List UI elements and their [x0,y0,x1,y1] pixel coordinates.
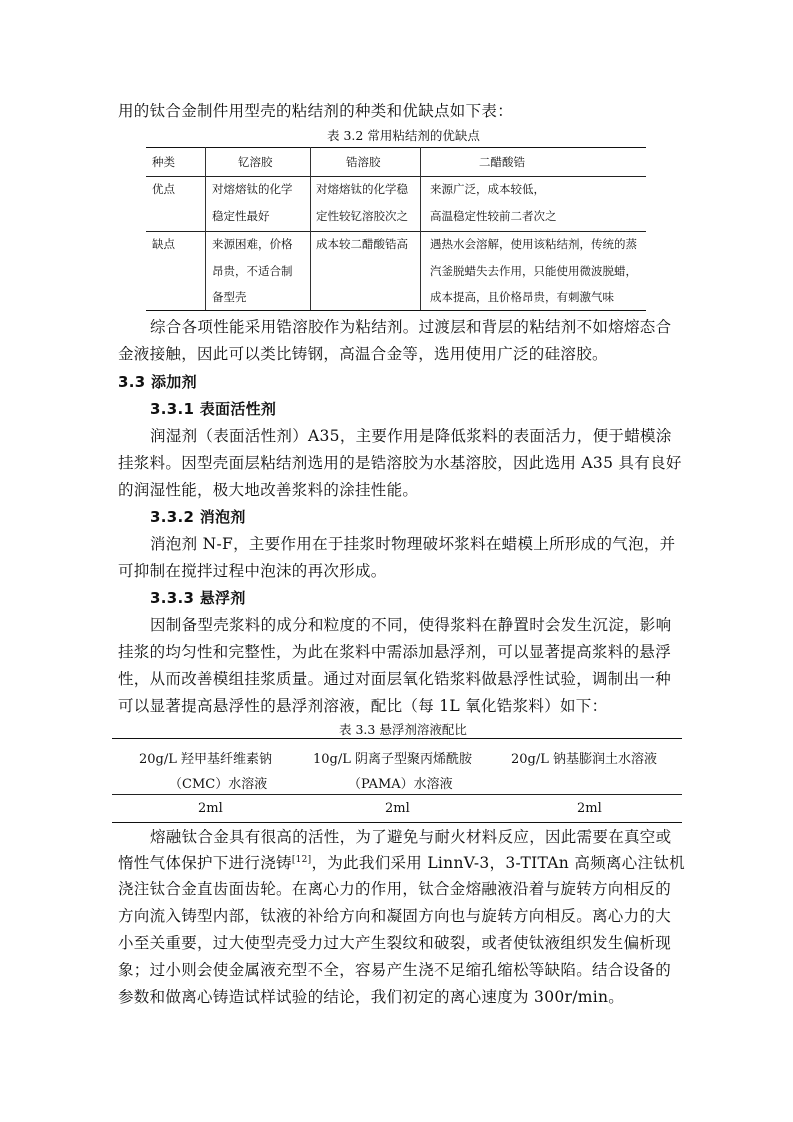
table-header-cell: 二醋酸锆 [479,155,525,169]
table-3-3-caption: 表 3.3 悬浮剂溶液配比 [339,722,467,737]
subsection-heading: 3.3.2 消泡剂 [150,508,246,526]
table-value-cell: 2ml [198,801,223,816]
table-cell-line: 来源困难，价格 [212,237,293,251]
subsection-heading: 3.3.3 悬浮剂 [150,589,246,607]
table-cell-line: 稳定性最好 [212,209,270,223]
table-col-divider [420,147,421,310]
table-header-line: （PAMA）水溶液 [348,777,453,792]
paragraph-line: 金液接触，因此可以类比铸钢，高温合金等，选用使用广泛的硅溶胶。 [118,345,608,363]
table-col-divider [310,147,311,310]
paragraph-line: 润湿剂（表面活性剂）A35，主要作用是降低浆料的表面活力，便于蜡模涂 [150,427,672,445]
table-header-line: （CMC）水溶液 [169,777,268,792]
table-cell-line: 汽釜脱蜡失去作用，只能使用微波脱蜡， [430,264,637,278]
paragraph-text: 惰性气体保护下进行浇铸 [118,854,292,872]
paragraph-line: 因制备型壳浆料的成分和粒度的不同，使得浆料在静置时会发生沉淀，影响 [150,616,672,634]
table-cell-line: 昂贵，不适合制 [212,264,293,278]
paragraph-text: ，为此我们采用 LinnV-3，3-TITAn 高频离心注钛机 [311,854,685,872]
table-cell-line: 定性较钇溶胶次之 [316,209,408,223]
paragraph-line: 可以显著提高悬浮性的悬浮剂溶液，配比（每 1L 氧化锆浆料）如下： [118,697,608,715]
table-header-line: 20g/L 钠基膨润土水溶液 [511,752,658,767]
table-header-cell: 钇溶胶 [238,155,273,169]
table-col-divider [205,147,206,310]
table-header-cell: 锆溶胶 [346,155,381,169]
table-header-cell: 种类 [152,155,175,169]
paragraph-line [118,853,685,873]
table-cell-line: 成本较二醋酸锆高 [316,237,408,251]
table-bottom-rule [112,822,682,823]
table-top-rule [146,147,646,148]
table-value-cell: 2ml [385,801,410,816]
paragraph-line: 参数和做离心铸造试样试验的结论，我们初定的离心速度为 300r/min。 [118,988,625,1006]
paragraph-line: 方向流入铸型内部，钛液的补给方向和凝固方向也与旋转方向相反。离心力的大 [118,907,672,925]
paragraph-line: 性，从而改善模组挂浆质量。通过对面层氧化锆浆料做悬浮性试验，调制出一种 [118,670,672,688]
table-3-2-caption: 表 3.2 常用粘结剂的优缺点 [327,128,480,143]
table-cell-line: 高温稳定性较前二者次之 [430,209,557,223]
table-header-line: 20g/L 羟甲基纤维素钠 [139,752,273,767]
citation-ref: [12] [291,854,312,865]
paragraph-line: 挂浆的均匀性和完整性，为此在浆料中需添加悬浮剂，可以显著提高浆料的悬浮 [118,643,672,661]
paragraph-line: 综合各项性能采用锆溶胶作为粘结剂。过渡层和背层的粘结剂不如熔熔态合 [150,318,672,336]
subsection-heading: 3.3.1 表面活性剂 [150,400,277,418]
table-cell-line: 备型壳 [212,290,247,304]
paragraph-line: 消泡剂 N-F，主要作用在于挂浆时物理破坏浆料在蜡模上所形成的气泡，并 [150,535,676,553]
table-cell-line: 对熔熔钛的化学稳 [316,182,408,196]
table-header-line: 10g/L 阴离子型聚丙烯酰胺 [313,752,473,767]
intro-line: 用的钛合金制件用型壳的粘结剂的种类和优缺点如下表： [118,102,514,120]
table-value-cell: 2ml [577,801,602,816]
table-cell-line: 对熔熔钛的化学 [212,182,293,196]
paragraph-line: 熔融钛合金具有很高的活性，为了避免与耐火材料反应，因此需要在真空或 [150,828,672,846]
paragraph-line: 挂浆料。因型壳面层粘结剂选用的是锆溶胶为水基溶胶，因此选用 A35 具有良好 [118,454,682,472]
table-row-label: 缺点 [152,237,175,251]
paragraph-line: 象；过小则会使金属液充型不全，容易产生浇不足缩孔缩松等缺陷。结合设备的 [118,961,672,979]
table-cell-line: 成本提高，且价格昂贵，有刺激气味 [430,290,614,304]
paragraph-line: 可抑制在搅拌过程中泡沫的再次形成。 [118,562,387,580]
table-cell-line: 遇热水会溶解，使用该粘结剂，传统的蒸 [430,237,637,251]
table-row-label: 优点 [152,182,175,196]
table-top-rule [112,738,682,739]
paragraph-line: 的润湿性能，极大地改善浆料的涂挂性能。 [118,481,419,499]
table-cell-line: 来源广泛，成本较低， [430,182,545,196]
paragraph-line: 浇注钛合金直齿面齿轮。在离心力的作用，钛合金熔融液沿着与旋转方向相反的 [118,880,672,898]
table-header-rule [112,794,682,795]
section-heading: 3.3 添加剂 [118,373,197,391]
paragraph-line: 小至关重要，过大使型壳受力过大产生裂纹和破裂，或者使钛液组织发生偏析现 [118,934,672,952]
